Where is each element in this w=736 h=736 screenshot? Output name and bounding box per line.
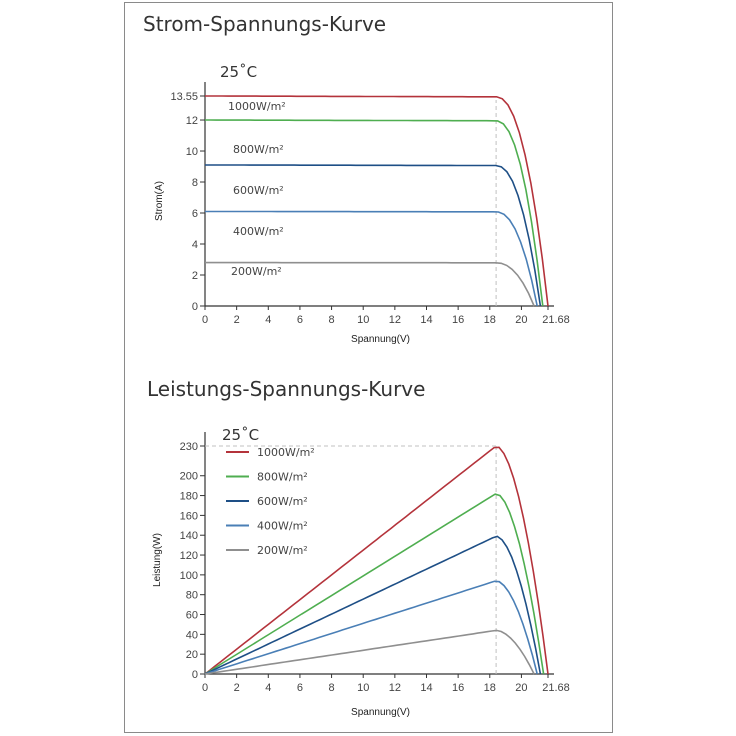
x-tick-label: 10 [357, 682, 370, 694]
legend-entry: 800W/m² [257, 470, 308, 484]
y-tick-label: 20 [185, 649, 198, 662]
pv-chart-title: Leistungs-Spannungs-Kurve [147, 377, 426, 401]
y-tick-label: 60 [185, 609, 198, 622]
x-tick-label: 2 [233, 314, 240, 326]
x-tick-label: 14 [420, 314, 433, 326]
y-tick-label: 0 [191, 669, 198, 681]
x-tick-label: 20 [515, 682, 528, 694]
x-tick-label: 6 [296, 682, 303, 694]
x-tick-label: 6 [296, 314, 303, 326]
series-line [205, 630, 534, 674]
x-tick-label: 2 [233, 682, 240, 694]
x-tick-label: 16 [452, 682, 465, 694]
y-tick-label: 230 [179, 441, 198, 453]
temperature-annotation: 25˚C [222, 426, 260, 444]
x-tick-label: 18 [483, 682, 496, 694]
series-line [205, 536, 540, 674]
x-tick-label: 14 [420, 682, 433, 694]
y-tick-label: 2 [191, 270, 198, 283]
y-tick-label: 120 [179, 550, 198, 563]
y-tick-label: 13.55 [170, 91, 198, 103]
y-tick-label: 160 [179, 510, 198, 523]
y-tick-label: 80 [185, 589, 198, 602]
legend-entry: 400W/m² [257, 519, 308, 533]
y-tick-label: 180 [179, 490, 198, 503]
y-tick-label: 10 [185, 146, 198, 159]
x-tick-label: 0 [201, 682, 209, 694]
x-tick-label: 21.68 [542, 682, 570, 694]
legend-entry: 600W/m² [257, 495, 308, 508]
series-line [205, 494, 544, 674]
series-label: 800W/m² [233, 143, 284, 156]
y-tick-label: 12 [185, 115, 198, 128]
y-tick-label: 4 [191, 239, 198, 252]
x-tick-label: 21.68 [542, 314, 570, 326]
x-tick-label: 12 [388, 314, 401, 326]
series-label: 400W/m² [233, 225, 284, 238]
y-axis-label: Leistung(W) [152, 533, 163, 587]
y-tick-label: 140 [179, 530, 198, 543]
iv-chart-title: Strom-Spannungs-Kurve [143, 12, 387, 36]
x-tick-label: 16 [452, 314, 465, 326]
y-tick-label: 6 [191, 208, 198, 221]
x-tick-label: 8 [328, 314, 335, 326]
y-tick-label: 8 [191, 177, 198, 190]
x-tick-label: 0 [201, 314, 209, 326]
series-label: 1000W/m² [228, 100, 286, 113]
y-tick-label: 100 [179, 569, 198, 582]
y-axis-label: Strom(A) [154, 181, 165, 221]
legend-entry: 200W/m² [257, 544, 308, 557]
series-label: 200W/m² [231, 265, 282, 278]
x-tick-label: 4 [265, 682, 272, 694]
x-tick-label: 8 [328, 682, 335, 694]
x-tick-label: 20 [515, 314, 528, 326]
y-tick-label: 200 [179, 470, 198, 483]
temperature-annotation: 25˚C [220, 63, 258, 81]
x-tick-label: 10 [357, 314, 370, 326]
y-tick-label: 0 [191, 301, 198, 313]
series-label: 600W/m² [233, 184, 284, 197]
x-axis-label: Spannung(V) [351, 707, 410, 718]
x-tick-label: 4 [265, 314, 272, 326]
pv-plot [200, 432, 554, 678]
x-tick-label: 12 [388, 682, 401, 694]
x-axis-label: Spannung(V) [351, 334, 410, 345]
x-tick-label: 18 [483, 314, 496, 326]
legend-entry: 1000W/m² [257, 446, 315, 459]
y-tick-label: 40 [185, 629, 198, 642]
